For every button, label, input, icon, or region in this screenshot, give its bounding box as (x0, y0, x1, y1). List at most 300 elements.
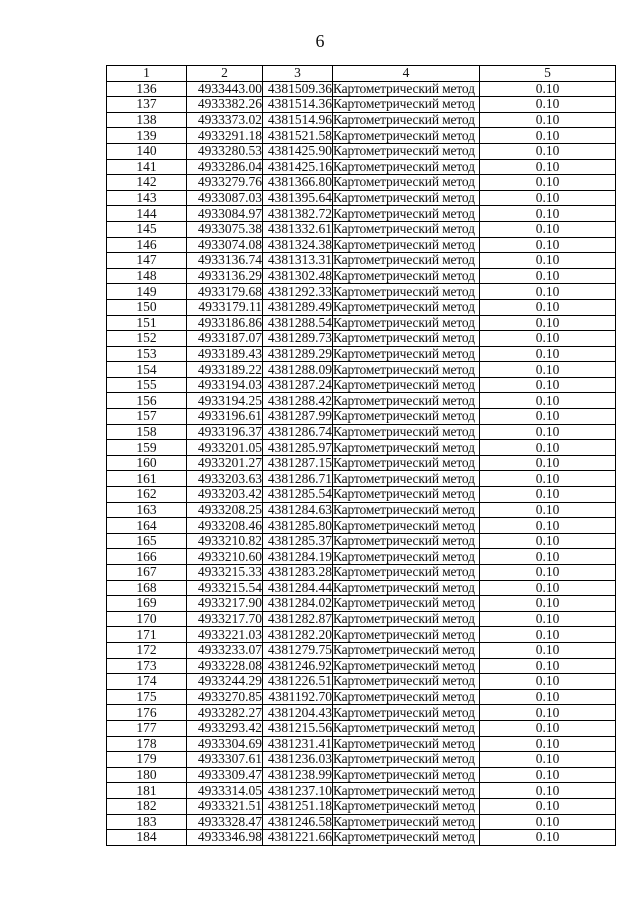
point-number-cell: 153 (107, 346, 187, 362)
y-coordinate-cell: 4381324.38 (263, 237, 333, 253)
method-cell: Картометрический метод (333, 268, 480, 284)
y-coordinate-cell: 4381288.09 (263, 362, 333, 378)
method-cell: Картометрический метод (333, 549, 480, 565)
x-coordinate-cell: 4933179.11 (187, 299, 263, 315)
accuracy-cell: 0.10 (480, 642, 616, 658)
x-coordinate-cell: 4933215.54 (187, 580, 263, 596)
table-row (107, 783, 616, 799)
accuracy-cell: 0.10 (480, 767, 616, 783)
accuracy-cell: 0.10 (480, 814, 616, 830)
point-number-cell: 159 (107, 440, 187, 456)
y-coordinate-cell: 4381289.49 (263, 299, 333, 315)
method-cell: Картометрический метод (333, 393, 480, 409)
method-cell: Картометрический метод (333, 237, 480, 253)
table-row (107, 752, 616, 768)
method-cell: Картометрический метод (333, 159, 480, 175)
x-coordinate-cell: 4933217.90 (187, 596, 263, 612)
method-cell: Картометрический метод (333, 455, 480, 471)
method-cell: Картометрический метод (333, 533, 480, 549)
point-number-cell: 161 (107, 471, 187, 487)
x-coordinate-cell: 4933346.98 (187, 830, 263, 846)
point-number-cell: 170 (107, 611, 187, 627)
y-coordinate-cell: 4381221.66 (263, 830, 333, 846)
x-coordinate-cell: 4933186.86 (187, 315, 263, 331)
point-number-cell: 145 (107, 221, 187, 237)
accuracy-cell: 0.10 (480, 705, 616, 721)
y-coordinate-cell: 4381292.33 (263, 284, 333, 300)
table-row (107, 720, 616, 736)
point-number-cell: 148 (107, 268, 187, 284)
accuracy-cell: 0.10 (480, 112, 616, 128)
x-coordinate-cell: 4933179.68 (187, 284, 263, 300)
accuracy-cell: 0.10 (480, 549, 616, 565)
accuracy-cell: 0.10 (480, 284, 616, 300)
y-coordinate-cell: 4381366.80 (263, 175, 333, 191)
accuracy-cell: 0.10 (480, 596, 616, 612)
method-cell: Картометрический метод (333, 767, 480, 783)
accuracy-cell: 0.10 (480, 565, 616, 581)
method-cell: Картометрический метод (333, 253, 480, 269)
coordinates-table (106, 65, 616, 846)
x-coordinate-cell: 4933293.42 (187, 720, 263, 736)
y-coordinate-cell: 4381284.63 (263, 502, 333, 518)
point-number-cell: 154 (107, 362, 187, 378)
point-number-cell: 141 (107, 159, 187, 175)
accuracy-cell: 0.10 (480, 518, 616, 534)
table-row (107, 798, 616, 814)
accuracy-cell: 0.10 (480, 221, 616, 237)
accuracy-cell: 0.10 (480, 689, 616, 705)
accuracy-cell: 0.10 (480, 237, 616, 253)
y-coordinate-cell: 4381425.16 (263, 159, 333, 175)
x-coordinate-cell: 4933196.61 (187, 409, 263, 425)
method-cell: Картометрический метод (333, 112, 480, 128)
method-cell: Картометрический метод (333, 720, 480, 736)
table-row (107, 128, 616, 144)
y-coordinate-cell: 4381286.74 (263, 424, 333, 440)
accuracy-cell: 0.10 (480, 175, 616, 191)
accuracy-cell: 0.10 (480, 627, 616, 643)
table-row (107, 253, 616, 269)
method-cell: Картометрический метод (333, 705, 480, 721)
point-number-cell: 178 (107, 736, 187, 752)
table-row (107, 549, 616, 565)
point-number-cell: 173 (107, 658, 187, 674)
x-coordinate-cell: 4933208.25 (187, 502, 263, 518)
y-coordinate-cell: 4381313.31 (263, 253, 333, 269)
table-row (107, 689, 616, 705)
method-cell: Картометрический метод (333, 487, 480, 503)
table-row (107, 221, 616, 237)
point-number-cell: 183 (107, 814, 187, 830)
method-cell: Картометрический метод (333, 471, 480, 487)
point-number-cell: 163 (107, 502, 187, 518)
table-row (107, 143, 616, 159)
y-coordinate-cell: 4381246.92 (263, 658, 333, 674)
table-row (107, 502, 616, 518)
table-header-row (107, 66, 616, 82)
point-number-cell: 179 (107, 752, 187, 768)
table-row (107, 705, 616, 721)
method-cell: Картометрический метод (333, 315, 480, 331)
point-number-cell: 146 (107, 237, 187, 253)
x-coordinate-cell: 4933314.05 (187, 783, 263, 799)
table-row (107, 518, 616, 534)
method-cell: Картометрический метод (333, 642, 480, 658)
accuracy-cell: 0.10 (480, 346, 616, 362)
x-coordinate-cell: 4933373.02 (187, 112, 263, 128)
method-cell: Картометрический метод (333, 299, 480, 315)
point-number-cell: 144 (107, 206, 187, 222)
header-cell: 2 (187, 66, 263, 82)
method-cell: Картометрический метод (333, 580, 480, 596)
method-cell: Картометрический метод (333, 81, 480, 97)
point-number-cell: 168 (107, 580, 187, 596)
point-number-cell: 150 (107, 299, 187, 315)
x-coordinate-cell: 4933279.76 (187, 175, 263, 191)
table-row (107, 487, 616, 503)
x-coordinate-cell: 4933309.47 (187, 767, 263, 783)
x-coordinate-cell: 4933291.18 (187, 128, 263, 144)
x-coordinate-cell: 4933201.05 (187, 440, 263, 456)
table-row (107, 471, 616, 487)
x-coordinate-cell: 4933215.33 (187, 565, 263, 581)
x-coordinate-cell: 4933187.07 (187, 331, 263, 347)
accuracy-cell: 0.10 (480, 362, 616, 378)
accuracy-cell: 0.10 (480, 502, 616, 518)
point-number-cell: 142 (107, 175, 187, 191)
accuracy-cell: 0.10 (480, 299, 616, 315)
method-cell: Картометрический метод (333, 409, 480, 425)
table-row (107, 331, 616, 347)
point-number-cell: 169 (107, 596, 187, 612)
x-coordinate-cell: 4933136.74 (187, 253, 263, 269)
method-cell: Картометрический метод (333, 175, 480, 191)
y-coordinate-cell: 4381521.58 (263, 128, 333, 144)
x-coordinate-cell: 4933321.51 (187, 798, 263, 814)
header-cell: 4 (333, 66, 480, 82)
method-cell: Картометрический метод (333, 440, 480, 456)
x-coordinate-cell: 4933280.53 (187, 143, 263, 159)
method-cell: Картометрический метод (333, 798, 480, 814)
point-number-cell: 155 (107, 377, 187, 393)
x-coordinate-cell: 4933208.46 (187, 518, 263, 534)
y-coordinate-cell: 4381284.44 (263, 580, 333, 596)
method-cell: Картометрический метод (333, 596, 480, 612)
x-coordinate-cell: 4933244.29 (187, 674, 263, 690)
y-coordinate-cell: 4381287.15 (263, 455, 333, 471)
point-number-cell: 152 (107, 331, 187, 347)
y-coordinate-cell: 4381288.42 (263, 393, 333, 409)
method-cell: Картометрический метод (333, 346, 480, 362)
x-coordinate-cell: 4933201.27 (187, 455, 263, 471)
x-coordinate-cell: 4933196.37 (187, 424, 263, 440)
table-row (107, 346, 616, 362)
accuracy-cell: 0.10 (480, 128, 616, 144)
method-cell: Картометрический метод (333, 377, 480, 393)
point-number-cell: 181 (107, 783, 187, 799)
x-coordinate-cell: 4933210.82 (187, 533, 263, 549)
accuracy-cell: 0.10 (480, 611, 616, 627)
table-row (107, 455, 616, 471)
point-number-cell: 167 (107, 565, 187, 581)
table-row (107, 533, 616, 549)
method-cell: Картометрический метод (333, 830, 480, 846)
accuracy-cell: 0.10 (480, 97, 616, 113)
y-coordinate-cell: 4381284.19 (263, 549, 333, 565)
x-coordinate-cell: 4933286.04 (187, 159, 263, 175)
accuracy-cell: 0.10 (480, 658, 616, 674)
x-coordinate-cell: 4933228.08 (187, 658, 263, 674)
accuracy-cell: 0.10 (480, 206, 616, 222)
table-row (107, 315, 616, 331)
accuracy-cell: 0.10 (480, 487, 616, 503)
x-coordinate-cell: 4933304.69 (187, 736, 263, 752)
method-cell: Картометрический метод (333, 565, 480, 581)
accuracy-cell: 0.10 (480, 159, 616, 175)
y-coordinate-cell: 4381395.64 (263, 190, 333, 206)
method-cell: Картометрический метод (333, 502, 480, 518)
y-coordinate-cell: 4381238.99 (263, 767, 333, 783)
y-coordinate-cell: 4381302.48 (263, 268, 333, 284)
point-number-cell: 151 (107, 315, 187, 331)
table-row (107, 596, 616, 612)
y-coordinate-cell: 4381251.18 (263, 798, 333, 814)
method-cell: Картометрический метод (333, 206, 480, 222)
table-row (107, 159, 616, 175)
accuracy-cell: 0.10 (480, 752, 616, 768)
y-coordinate-cell: 4381514.96 (263, 112, 333, 128)
y-coordinate-cell: 4381382.72 (263, 206, 333, 222)
accuracy-cell: 0.10 (480, 455, 616, 471)
method-cell: Картометрический метод (333, 752, 480, 768)
accuracy-cell: 0.10 (480, 798, 616, 814)
table-row (107, 393, 616, 409)
y-coordinate-cell: 4381231.41 (263, 736, 333, 752)
table-row (107, 642, 616, 658)
header-cell: 3 (263, 66, 333, 82)
accuracy-cell: 0.10 (480, 377, 616, 393)
y-coordinate-cell: 4381287.99 (263, 409, 333, 425)
y-coordinate-cell: 4381246.58 (263, 814, 333, 830)
point-number-cell: 175 (107, 689, 187, 705)
y-coordinate-cell: 4381283.28 (263, 565, 333, 581)
table-row (107, 627, 616, 643)
point-number-cell: 139 (107, 128, 187, 144)
accuracy-cell: 0.10 (480, 736, 616, 752)
accuracy-cell: 0.10 (480, 190, 616, 206)
table-row (107, 206, 616, 222)
method-cell: Картометрический метод (333, 627, 480, 643)
y-coordinate-cell: 4381289.29 (263, 346, 333, 362)
y-coordinate-cell: 4381285.54 (263, 487, 333, 503)
y-coordinate-cell: 4381192.70 (263, 689, 333, 705)
point-number-cell: 138 (107, 112, 187, 128)
method-cell: Картометрический метод (333, 689, 480, 705)
accuracy-cell: 0.10 (480, 331, 616, 347)
point-number-cell: 165 (107, 533, 187, 549)
table-row (107, 767, 616, 783)
x-coordinate-cell: 4933217.70 (187, 611, 263, 627)
accuracy-cell: 0.10 (480, 471, 616, 487)
point-number-cell: 164 (107, 518, 187, 534)
point-number-cell: 140 (107, 143, 187, 159)
table-row (107, 81, 616, 97)
table-row (107, 674, 616, 690)
table-body (107, 66, 616, 846)
x-coordinate-cell: 4933203.42 (187, 487, 263, 503)
y-coordinate-cell: 4381204.43 (263, 705, 333, 721)
accuracy-cell: 0.10 (480, 580, 616, 596)
x-coordinate-cell: 4933189.43 (187, 346, 263, 362)
y-coordinate-cell: 4381215.56 (263, 720, 333, 736)
table-row (107, 424, 616, 440)
y-coordinate-cell: 4381285.80 (263, 518, 333, 534)
x-coordinate-cell: 4933307.61 (187, 752, 263, 768)
x-coordinate-cell: 4933194.25 (187, 393, 263, 409)
table-row (107, 409, 616, 425)
point-number-cell: 171 (107, 627, 187, 643)
accuracy-cell: 0.10 (480, 253, 616, 269)
x-coordinate-cell: 4933084.97 (187, 206, 263, 222)
point-number-cell: 180 (107, 767, 187, 783)
point-number-cell: 182 (107, 798, 187, 814)
y-coordinate-cell: 4381509.36 (263, 81, 333, 97)
table-row (107, 830, 616, 846)
y-coordinate-cell: 4381286.71 (263, 471, 333, 487)
accuracy-cell: 0.10 (480, 393, 616, 409)
accuracy-cell: 0.10 (480, 783, 616, 799)
x-coordinate-cell: 4933210.60 (187, 549, 263, 565)
y-coordinate-cell: 4381288.54 (263, 315, 333, 331)
point-number-cell: 172 (107, 642, 187, 658)
y-coordinate-cell: 4381279.75 (263, 642, 333, 658)
y-coordinate-cell: 4381285.37 (263, 533, 333, 549)
x-coordinate-cell: 4933136.29 (187, 268, 263, 284)
method-cell: Картометрический метод (333, 736, 480, 752)
method-cell: Картометрический метод (333, 190, 480, 206)
point-number-cell: 137 (107, 97, 187, 113)
table-row (107, 97, 616, 113)
x-coordinate-cell: 4933282.27 (187, 705, 263, 721)
accuracy-cell: 0.10 (480, 315, 616, 331)
accuracy-cell: 0.10 (480, 409, 616, 425)
point-number-cell: 158 (107, 424, 187, 440)
x-coordinate-cell: 4933443.00 (187, 81, 263, 97)
y-coordinate-cell: 4381332.61 (263, 221, 333, 237)
accuracy-cell: 0.10 (480, 424, 616, 440)
x-coordinate-cell: 4933203.63 (187, 471, 263, 487)
y-coordinate-cell: 4381226.51 (263, 674, 333, 690)
x-coordinate-cell: 4933270.85 (187, 689, 263, 705)
y-coordinate-cell: 4381287.24 (263, 377, 333, 393)
x-coordinate-cell: 4933328.47 (187, 814, 263, 830)
y-coordinate-cell: 4381425.90 (263, 143, 333, 159)
point-number-cell: 177 (107, 720, 187, 736)
point-number-cell: 166 (107, 549, 187, 565)
method-cell: Картометрический метод (333, 331, 480, 347)
point-number-cell: 174 (107, 674, 187, 690)
table-row (107, 284, 616, 300)
table-row (107, 580, 616, 596)
method-cell: Картометрический метод (333, 611, 480, 627)
y-coordinate-cell: 4381289.73 (263, 331, 333, 347)
y-coordinate-cell: 4381236.03 (263, 752, 333, 768)
method-cell: Картометрический метод (333, 658, 480, 674)
method-cell: Картометрический метод (333, 221, 480, 237)
x-coordinate-cell: 4933221.03 (187, 627, 263, 643)
x-coordinate-cell: 4933233.07 (187, 642, 263, 658)
header-cell: 1 (107, 66, 187, 82)
point-number-cell: 149 (107, 284, 187, 300)
y-coordinate-cell: 4381282.87 (263, 611, 333, 627)
table-row (107, 299, 616, 315)
table-row (107, 565, 616, 581)
y-coordinate-cell: 4381282.20 (263, 627, 333, 643)
table-row (107, 814, 616, 830)
method-cell: Картометрический метод (333, 518, 480, 534)
accuracy-cell: 0.10 (480, 143, 616, 159)
table-row (107, 440, 616, 456)
y-coordinate-cell: 4381285.97 (263, 440, 333, 456)
table-row (107, 362, 616, 378)
table-row (107, 736, 616, 752)
point-number-cell: 162 (107, 487, 187, 503)
point-number-cell: 176 (107, 705, 187, 721)
x-coordinate-cell: 4933075.38 (187, 221, 263, 237)
method-cell: Картометрический метод (333, 814, 480, 830)
accuracy-cell: 0.10 (480, 268, 616, 284)
table-row (107, 112, 616, 128)
accuracy-cell: 0.10 (480, 674, 616, 690)
table-row (107, 237, 616, 253)
method-cell: Картометрический метод (333, 783, 480, 799)
y-coordinate-cell: 4381237.10 (263, 783, 333, 799)
x-coordinate-cell: 4933087.03 (187, 190, 263, 206)
method-cell: Картометрический метод (333, 424, 480, 440)
y-coordinate-cell: 4381284.02 (263, 596, 333, 612)
method-cell: Картометрический метод (333, 143, 480, 159)
method-cell: Картометрический метод (333, 128, 480, 144)
point-number-cell: 184 (107, 830, 187, 846)
x-coordinate-cell: 4933074.08 (187, 237, 263, 253)
point-number-cell: 156 (107, 393, 187, 409)
method-cell: Картометрический метод (333, 284, 480, 300)
method-cell: Картометрический метод (333, 97, 480, 113)
table-row (107, 175, 616, 191)
table-row (107, 377, 616, 393)
accuracy-cell: 0.10 (480, 533, 616, 549)
table-row (107, 611, 616, 627)
point-number-cell: 136 (107, 81, 187, 97)
page-number: 6 (315, 31, 325, 51)
table-row (107, 190, 616, 206)
x-coordinate-cell: 4933382.26 (187, 97, 263, 113)
accuracy-cell: 0.10 (480, 720, 616, 736)
point-number-cell: 157 (107, 409, 187, 425)
y-coordinate-cell: 4381514.36 (263, 97, 333, 113)
accuracy-cell: 0.10 (480, 830, 616, 846)
table-row (107, 268, 616, 284)
method-cell: Картометрический метод (333, 674, 480, 690)
x-coordinate-cell: 4933194.03 (187, 377, 263, 393)
accuracy-cell: 0.10 (480, 440, 616, 456)
point-number-cell: 147 (107, 253, 187, 269)
x-coordinate-cell: 4933189.22 (187, 362, 263, 378)
point-number-cell: 160 (107, 455, 187, 471)
header-cell: 5 (480, 66, 616, 82)
accuracy-cell: 0.10 (480, 81, 616, 97)
